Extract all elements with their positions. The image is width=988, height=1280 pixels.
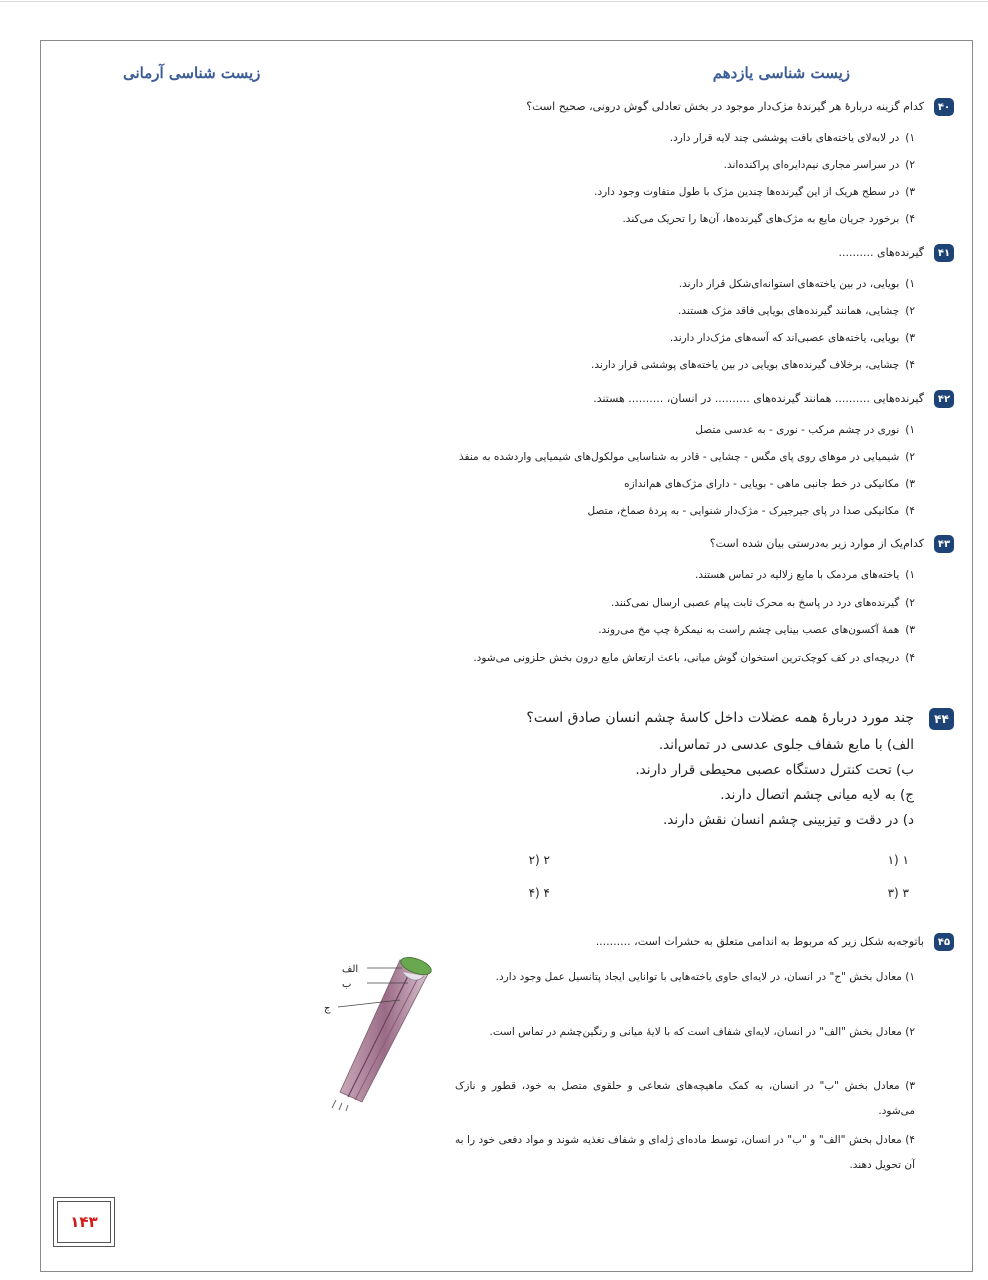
option-number: ۲) — [905, 305, 915, 317]
option-text: گیرنده‌های درد در پاسخ به محرک ثابت پیام عصبی ارسال نمی‌کنند. — [611, 597, 900, 609]
question-text: چند مورد دربارهٔ همه عضلات داخل کاسهٔ چشم انسان صادق است؟ — [526, 710, 914, 726]
option-3 — [594, 186, 915, 198]
nerve-fiber — [339, 1103, 342, 1110]
nerve-fiber — [346, 1105, 348, 1111]
question-number-badge: ۴۲ — [934, 390, 954, 408]
option-text: چشایی، برخلاف گیرنده‌های بویایی در بین یاخته‌های پوششی قرار دارند. — [591, 359, 900, 371]
option-2 — [724, 159, 915, 171]
option-3 — [455, 1074, 915, 1124]
option-number: ۴) — [905, 1134, 915, 1146]
option-number: ۴) — [905, 505, 915, 517]
option-text: در لابه‌لای یاخته‌های بافت پوششی چند لایه قرار دارد. — [669, 132, 900, 144]
option-1 — [670, 132, 915, 144]
option-text: در سطح هریک از این گیرنده‌ها چندین مژک با طول متفاوت وجود دارد. — [594, 186, 900, 198]
question-number-badge: ۴۵ — [934, 933, 954, 951]
option-text: شیمیایی در موهای روی پای مگس - چشایی - قادر به شناسایی مولکول‌های شیمیایی واردشده به منفذ — [459, 451, 900, 463]
option-text: بویایی، در بین یاخته‌های استوانه‌ای‌شکل قرار دارند. — [678, 278, 900, 290]
ommatidium-figure — [322, 952, 442, 1112]
question-text: کدام‌یک از موارد زیر به‌درستی بیان شده است؟ — [709, 537, 924, 550]
option-number: ۱) — [905, 424, 915, 436]
option-number: ۳) — [905, 186, 915, 198]
option-4: ۴ (۴ — [528, 886, 550, 900]
option-text: نوری در چشم مرکب - نوری - به عدسی متصل — [695, 424, 900, 436]
option-3 — [670, 332, 915, 344]
option-4 — [473, 652, 915, 664]
question-number-badge: ۴۳ — [934, 535, 954, 553]
option-2 — [611, 597, 915, 609]
option-number: ۴) — [905, 652, 915, 664]
top-rule — [0, 1, 988, 2]
option-1 — [455, 965, 915, 990]
option-number: ۱) — [905, 569, 915, 581]
question-number-badge: ۴۱ — [934, 244, 954, 262]
option-text: همهٔ آکسون‌های عصب بینایی چشم راست به نیمکرهٔ چپ مخ می‌روند. — [598, 624, 900, 636]
option-number: ۳) — [905, 1080, 915, 1092]
statement-item: د) در دقت و تیزبینی چشم انسان نقش دارند. — [663, 812, 914, 828]
option-text: معادل بخش "الف" در انسان، لایه‌ای شفاف است که با لایهٔ میانی و رنگین‌چشم در تماس است. — [489, 1026, 902, 1038]
question-number-badge: ۴۴ — [929, 708, 954, 730]
option-number: ۱) — [905, 278, 915, 290]
rhabdom-line — [348, 976, 408, 1097]
option-text: در سراسر مجاری نیم‌دایره‌ای پراکنده‌اند. — [723, 159, 900, 171]
label-c: ج — [324, 1003, 331, 1014]
option-number: ۴) — [905, 213, 915, 225]
option-number: ۱) — [905, 971, 915, 983]
header-series-title: زیست شناسی آرمانی — [123, 64, 261, 82]
option-3 — [624, 478, 915, 490]
option-number: ۲) — [905, 451, 915, 463]
option-text: مکانیکی صدا در پای جیرجیرک - مژک‌دار شنوایی - به پردهٔ صماخ، متصل — [587, 505, 900, 517]
header-book-title: زیست شناسی یازدهم — [712, 64, 850, 82]
option-text: یاخته‌های مردمک با مایع زلالیه در تماس هستند. — [695, 569, 900, 581]
option-2: ۲ (۲ — [528, 853, 550, 867]
option-number: ۳) — [905, 478, 915, 490]
question-text: باتوجه‌به شکل زیر که مربوط به اندامی متعلق به حشرات است، .......... — [595, 935, 924, 948]
question-text: گیرنده‌هایی .......... همانند گیرنده‌های .......... در انسان، .......... هستند. — [593, 392, 924, 405]
option-number: ۴) — [905, 359, 915, 371]
question-text: گیرنده‌های .......... — [838, 246, 924, 259]
option-number: ۳) — [905, 332, 915, 344]
option-1 — [695, 424, 915, 436]
statement-item: ب) تحت کنترل دستگاه عصبی محیطی قرار دارند. — [635, 762, 914, 778]
option-1 — [679, 278, 915, 290]
option-number: ۲) — [905, 159, 915, 171]
page-number: ۱۴۳ — [70, 1213, 98, 1231]
option-2 — [678, 305, 915, 317]
option-text: چشایی، همانند گیرنده‌های بویایی فاقد مژک هستند. — [678, 305, 900, 317]
option-4 — [591, 359, 915, 371]
option-text: مکانیکی در خط جانبی ماهی - بویایی - دارای مژک‌های هم‌اندازه — [624, 478, 900, 490]
option-text: بویایی، یاخته‌های عصبی‌اند که آسه‌های مژک‌دار دارند. — [669, 332, 900, 344]
option-text: دریچه‌ای در کف کوچک‌ترین استخوان گوش میانی، باعث ارتعاش مایع درون بخش حلزونی می‌شود. — [473, 652, 900, 664]
question-number-badge: ۴۰ — [934, 98, 954, 116]
label-a: الف — [342, 964, 359, 975]
page-number-inner-frame — [57, 1201, 111, 1243]
option-4 — [455, 1128, 915, 1178]
option-1 — [695, 569, 915, 581]
option-text: معادل بخش "ب" در انسان، به کمک ماهیچه‌های شعاعی و حلقوی متصل به خود، قطور و نازک می‌شود. — [455, 1080, 915, 1117]
option-number: ۲) — [905, 597, 915, 609]
label-b: ب — [342, 979, 352, 990]
option-3: ۳ (۳ — [887, 886, 909, 900]
option-number: ۳) — [905, 624, 915, 636]
option-2 — [455, 1020, 915, 1045]
option-2 — [459, 451, 915, 463]
option-text: برخورد جریان مایع به مژک‌های گیرنده‌ها، آن‌ها را تحریک می‌کند. — [622, 213, 900, 225]
option-1: ۱ (۱ — [887, 853, 909, 867]
nerve-fiber — [332, 1100, 336, 1108]
option-number: ۱) — [905, 132, 915, 144]
option-text: معادل بخش "ج" در انسان، در لایه‌ای حاوی یاخته‌هایی با توانایی ایجاد پتانسیل عمل وجود دارد. — [495, 971, 902, 983]
option-4 — [588, 505, 915, 517]
page-number-box — [53, 1197, 115, 1247]
option-3 — [598, 624, 915, 636]
option-number: ۲) — [905, 1026, 915, 1038]
question-text: کدام گزینه دربارهٔ هر گیرندهٔ مژک‌دار موجود در بخش تعادلی گوش درونی، صحیح است؟ — [526, 100, 924, 113]
option-text: معادل بخش "الف" و "ب" در انسان، توسط ماده‌ای ژله‌ای و شفاف تغذیه شوند و مواد دفعی خود را به آن تحویل دهند. — [455, 1134, 915, 1171]
option-4 — [622, 213, 915, 225]
statement-item: الف) با مایع شفاف جلوی عدسی در تماس‌اند. — [658, 737, 914, 753]
statement-item: ج) به لایه میانی چشم اتصال دارند. — [720, 787, 914, 803]
